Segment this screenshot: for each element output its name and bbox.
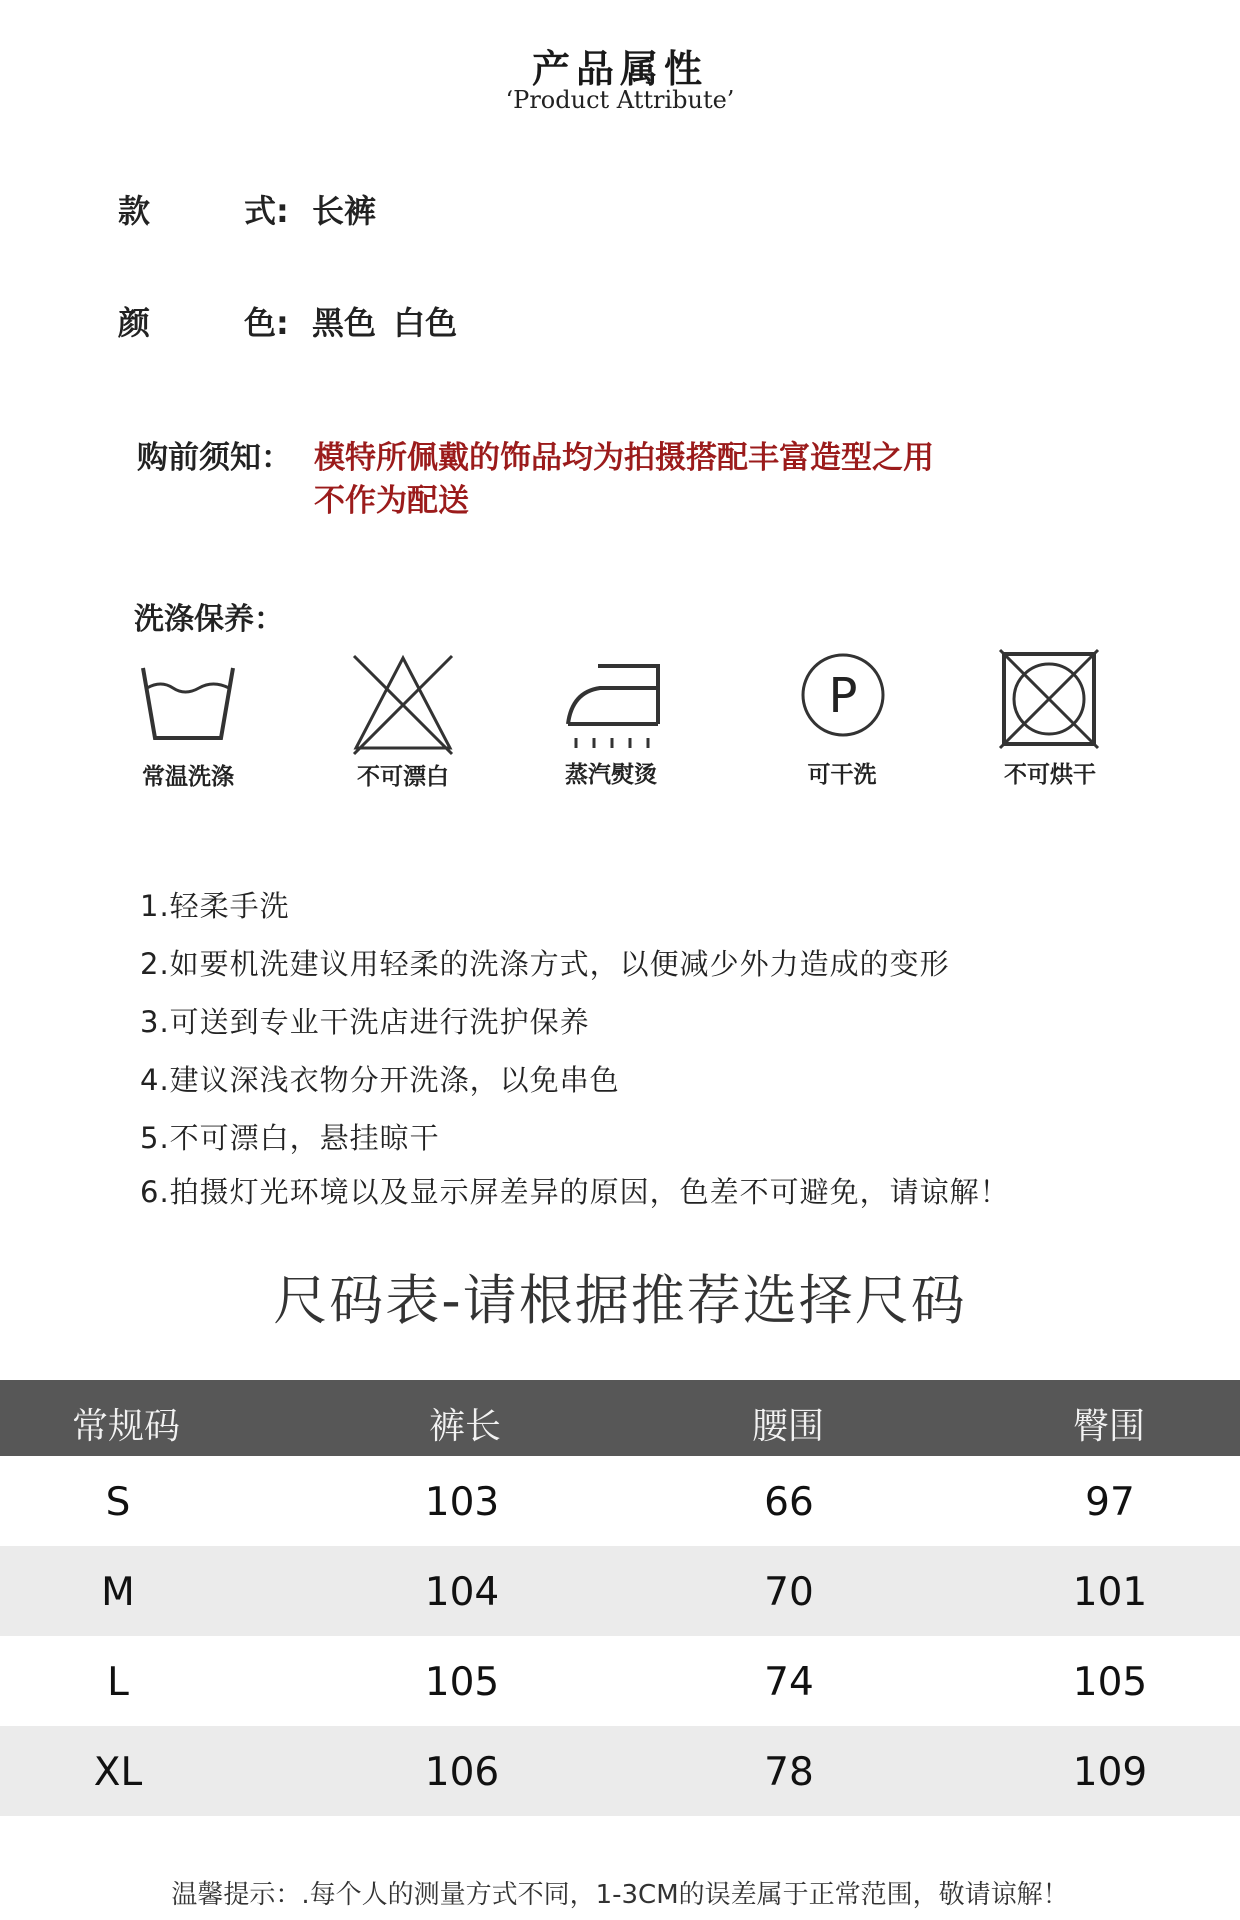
care-item-label-2: 不可漂白 <box>357 764 449 790</box>
dry-clean-p-icon <box>788 640 898 750</box>
footer-note: 温馨提示：.每个人的测量方式不同，1-3CM的误差属于正常范围，敬请谅解！ <box>171 1880 1069 1910</box>
cell-hip: 97 <box>1085 1480 1135 1525</box>
wash-basin-icon <box>133 656 243 766</box>
cell-length: 106 <box>424 1750 500 1795</box>
notice-line-2: 不作为配送 <box>314 483 469 519</box>
care-item-label-3: 蒸汽熨烫 <box>565 762 657 788</box>
cell-waist: 66 <box>764 1480 814 1525</box>
table-row <box>0 1726 1240 1816</box>
tip-line-4: 4.建议深浅衣物分开洗涤，以免串色 <box>140 1063 620 1097</box>
no-bleach-icon <box>348 650 458 760</box>
size-table-header <box>0 1380 1240 1456</box>
cell-size: S <box>105 1480 131 1525</box>
no-tumble-dry-icon <box>994 644 1104 754</box>
page-title: 产品属性 <box>531 47 708 91</box>
care-item-label-4: 可干洗 <box>807 762 877 788</box>
cell-waist: 78 <box>764 1750 814 1795</box>
cell-hip: 101 <box>1072 1570 1148 1615</box>
style-label-a: 款 <box>118 192 151 230</box>
cell-size: L <box>107 1660 129 1705</box>
size-table-title: 尺码表-请根据推荐选择尺码 <box>273 1269 967 1332</box>
tip-line-6: 6.拍摄灯光环境以及显示屏差异的原因，色差不可避免，请谅解！ <box>140 1175 1010 1209</box>
table-row <box>0 1636 1240 1726</box>
cell-length: 105 <box>424 1660 500 1705</box>
cell-size: XL <box>93 1750 143 1795</box>
table-row <box>0 1456 1240 1546</box>
header-hip: 臀围 <box>1072 1406 1146 1447</box>
cell-hip: 109 <box>1072 1750 1148 1795</box>
header-waist: 腰围 <box>751 1406 825 1447</box>
page-subtitle: ‘Product Attribute’ <box>505 86 735 114</box>
tip-line-5: 5.不可漂白，悬挂晾干 <box>140 1121 440 1155</box>
style-value: 长裤 <box>312 192 377 230</box>
cell-length: 104 <box>424 1570 500 1615</box>
dry-clean-p-glyph: P <box>828 668 858 724</box>
care-item-label-1: 常温洗涤 <box>142 764 234 790</box>
steam-iron-icon <box>558 652 668 762</box>
tip-line-1: 1.轻柔手洗 <box>140 889 290 923</box>
color-label-a: 颜 <box>118 304 151 342</box>
tip-line-2: 2.如要机洗建议用轻柔的洗涤方式，以便减少外力造成的变形 <box>140 947 950 981</box>
color-value: 黑色 白色 <box>312 304 458 342</box>
care-item-label-5: 不可烘干 <box>1004 762 1096 788</box>
cell-size: M <box>101 1570 135 1615</box>
cell-hip: 105 <box>1072 1660 1148 1705</box>
style-label-b: 式: <box>244 192 289 230</box>
cell-length: 103 <box>424 1480 500 1525</box>
size-table <box>0 1380 1240 1816</box>
cell-waist: 70 <box>764 1570 814 1615</box>
notice-label: 购前须知： <box>137 440 292 476</box>
notice-line-1: 模特所佩戴的饰品均为拍摄搭配丰富造型之用 <box>314 440 934 476</box>
header-size: 常规码 <box>71 1406 181 1447</box>
tip-line-3: 3.可送到专业干洗店进行洗护保养 <box>140 1005 590 1039</box>
header-length: 裤长 <box>428 1406 502 1447</box>
color-label-b: 色: <box>244 304 289 342</box>
table-row <box>0 1546 1240 1636</box>
care-label: 洗涤保养： <box>134 602 284 637</box>
cell-waist: 74 <box>764 1660 814 1705</box>
